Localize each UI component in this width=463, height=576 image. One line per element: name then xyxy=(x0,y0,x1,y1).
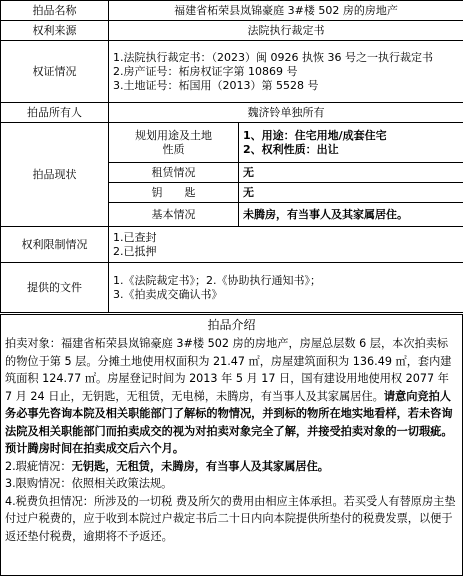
rights-cert-line: 1.法院执行裁定书：（2023）闽 0926 执恢 36 号之一执行裁定书 xyxy=(113,50,433,64)
row-documents xyxy=(1,263,463,313)
row-rights-cert xyxy=(1,41,463,103)
restrictions-value: 1.已查封 2.已抵押 xyxy=(109,227,463,263)
lease-label: 租赁情况 xyxy=(109,163,239,183)
rights-cert-label: 权证情况 xyxy=(1,41,109,103)
rights-cert-value xyxy=(109,41,463,103)
row-restrictions xyxy=(1,227,463,263)
documents-value: 1.《法院裁定书》；2.《协助执行通知书》； 3.《拍卖成交确认书》 xyxy=(109,263,463,313)
intro-body xyxy=(1,335,462,545)
row-subject xyxy=(1,1,463,21)
documents-label: 提供的文件 xyxy=(1,263,109,313)
owner-label: 拍品所有人 xyxy=(1,103,109,123)
lease-value: 无 xyxy=(239,163,463,183)
intro-defects: 2.瑕疵情况：无钥匙，无租赁，未腾房，有当事人及其家属居住。 xyxy=(5,459,329,473)
rights-cert-line: 2.房产证号：柘房权证字第 10869 号 xyxy=(113,64,298,78)
subject-value: 福建省柘荣县岚锦豪庭 3#楼 502 房的房地产 xyxy=(109,1,463,21)
usage-label: 规划用途及土地 性质 xyxy=(109,123,239,163)
rights-source-label: 权利来源 xyxy=(1,21,109,41)
intro-title: 拍品介绍 xyxy=(207,318,256,332)
intro-paragraph: 拍卖对象：福建省柘荣县岚锦豪庭 3#楼 502 房的房地产，房屋总层数 6 层，本次拍卖标的物位于第 5 层。分摊土地使用权面积为 21.47 ㎡，房屋建筑面积为 136.49 ㎡，套内建筑面积 124.77 ㎡。房屋登记时间为 2013 年 5 月 17 日，国有建设用地使用权 2077 年 7 月 24 日止，无钥匙，无租赁，无电梯，未腾房，有当事人及其家属居住。请意向竞拍人务必事先咨询本院及相关职能部门了解标的物情况，并到标的物所在地实地看样，若未咨询法院及相关职能部门而拍卖成交的视为对拍卖对象完全了解，并接受拍卖对象的一切瑕疵。预计腾房时间在拍卖成交后六个月。 xyxy=(5,337,453,455)
property-intro xyxy=(0,314,463,576)
rights-cert-line: 3.土地证号：柘国用（2013）第 5528 号 xyxy=(113,78,319,92)
basic-label: 基本情况 xyxy=(109,203,239,227)
usage-value: 1、用途：住宅用地/成套住宅 2、权利性质：出让 xyxy=(239,123,463,163)
row-rights-source xyxy=(1,21,463,41)
subject-label: 拍品名称 xyxy=(1,1,109,21)
intro-purchase-limit: 3.限购情况：依照相关政策法规。 xyxy=(5,477,173,490)
status-label: 拍品现状 xyxy=(1,123,109,227)
basic-value: 未腾房，有当事人及其家属居住。 xyxy=(239,203,463,227)
keys-value: 无 xyxy=(239,183,463,203)
owner-value: 魏济铃单独所有 xyxy=(109,103,463,123)
intro-taxes: 4.税费负担情况：所涉及的一切税 费及所欠的费用由相应主体承担。若买受人有替原房主垫付过户税费的，应于收到本院过户裁定书后二十日内向本院提供所垫付的税费发票，以便于返还垫付税费，逾期将不予返还。 xyxy=(5,494,456,543)
rights-source-value: 法院执行裁定书 xyxy=(109,21,463,41)
restrictions-label: 权利限制情况 xyxy=(1,227,109,263)
row-owner xyxy=(1,103,463,123)
row-status-usage xyxy=(1,123,463,163)
keys-label: 钥 匙 xyxy=(109,183,239,203)
